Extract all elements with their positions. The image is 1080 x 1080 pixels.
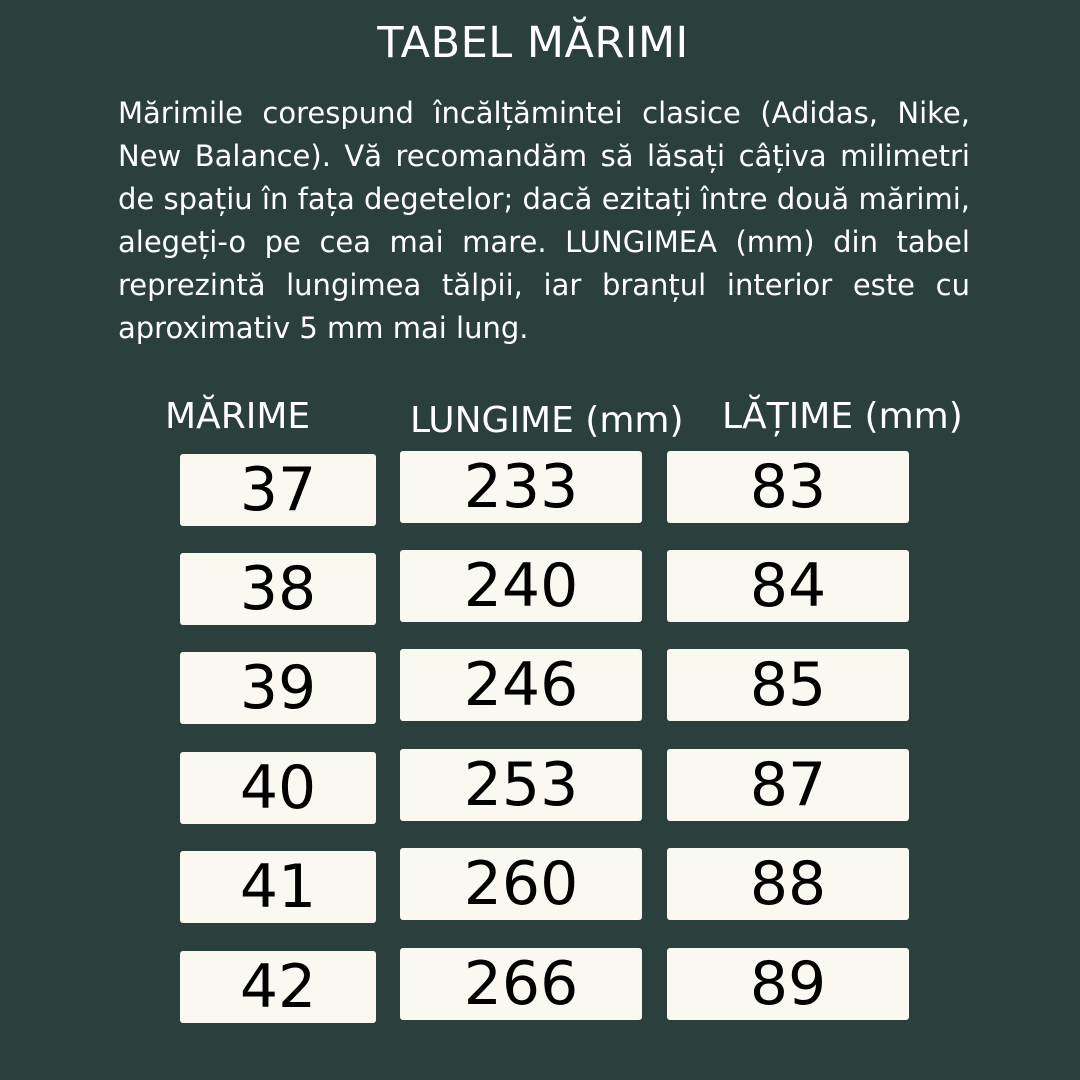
size-cell: 37 bbox=[180, 454, 376, 526]
size-cell: 39 bbox=[180, 652, 376, 724]
width-cell: 89 bbox=[667, 948, 909, 1020]
width-cell: 85 bbox=[667, 649, 909, 721]
length-cell: 260 bbox=[400, 848, 642, 920]
length-cell: 253 bbox=[400, 749, 642, 821]
length-cell: 240 bbox=[400, 550, 642, 622]
size-cell: 38 bbox=[180, 553, 376, 625]
size-cell: 40 bbox=[180, 752, 376, 824]
table-row bbox=[0, 550, 1080, 624]
width-cell: 87 bbox=[667, 749, 909, 821]
table-row bbox=[0, 451, 1080, 525]
width-cell: 83 bbox=[667, 451, 909, 523]
page-title: TABEL MĂRIMI bbox=[377, 18, 689, 68]
length-cell: 266 bbox=[400, 948, 642, 1020]
table-row bbox=[0, 749, 1080, 823]
width-cell: 88 bbox=[667, 848, 909, 920]
length-cell: 246 bbox=[400, 649, 642, 721]
column-header-width: LĂȚIME (mm) bbox=[722, 396, 963, 437]
size-cell: 41 bbox=[180, 851, 376, 923]
column-header-length: LUNGIME (mm) bbox=[410, 400, 684, 441]
table-row bbox=[0, 948, 1080, 1022]
table-row bbox=[0, 848, 1080, 922]
size-cell: 42 bbox=[180, 951, 376, 1023]
table-row bbox=[0, 649, 1080, 723]
length-cell: 233 bbox=[400, 451, 642, 523]
width-cell: 84 bbox=[667, 550, 909, 622]
column-header-size: MĂRIME bbox=[165, 396, 311, 437]
size-guide-description: Mărimile corespund încălțămintei clasice (Adidas, Nike, New Balance). Vă recomandăm să lăsați câțiva milimetri de spațiu în fața degetelor; dacă ezitați între două mărimi, alegeți-o pe cea mai mare. LUNGIMEA (mm) din tabel reprezintă lungimea tălpii, iar branțul interior este cu aproximativ 5 mm mai lung. bbox=[118, 96, 970, 345]
